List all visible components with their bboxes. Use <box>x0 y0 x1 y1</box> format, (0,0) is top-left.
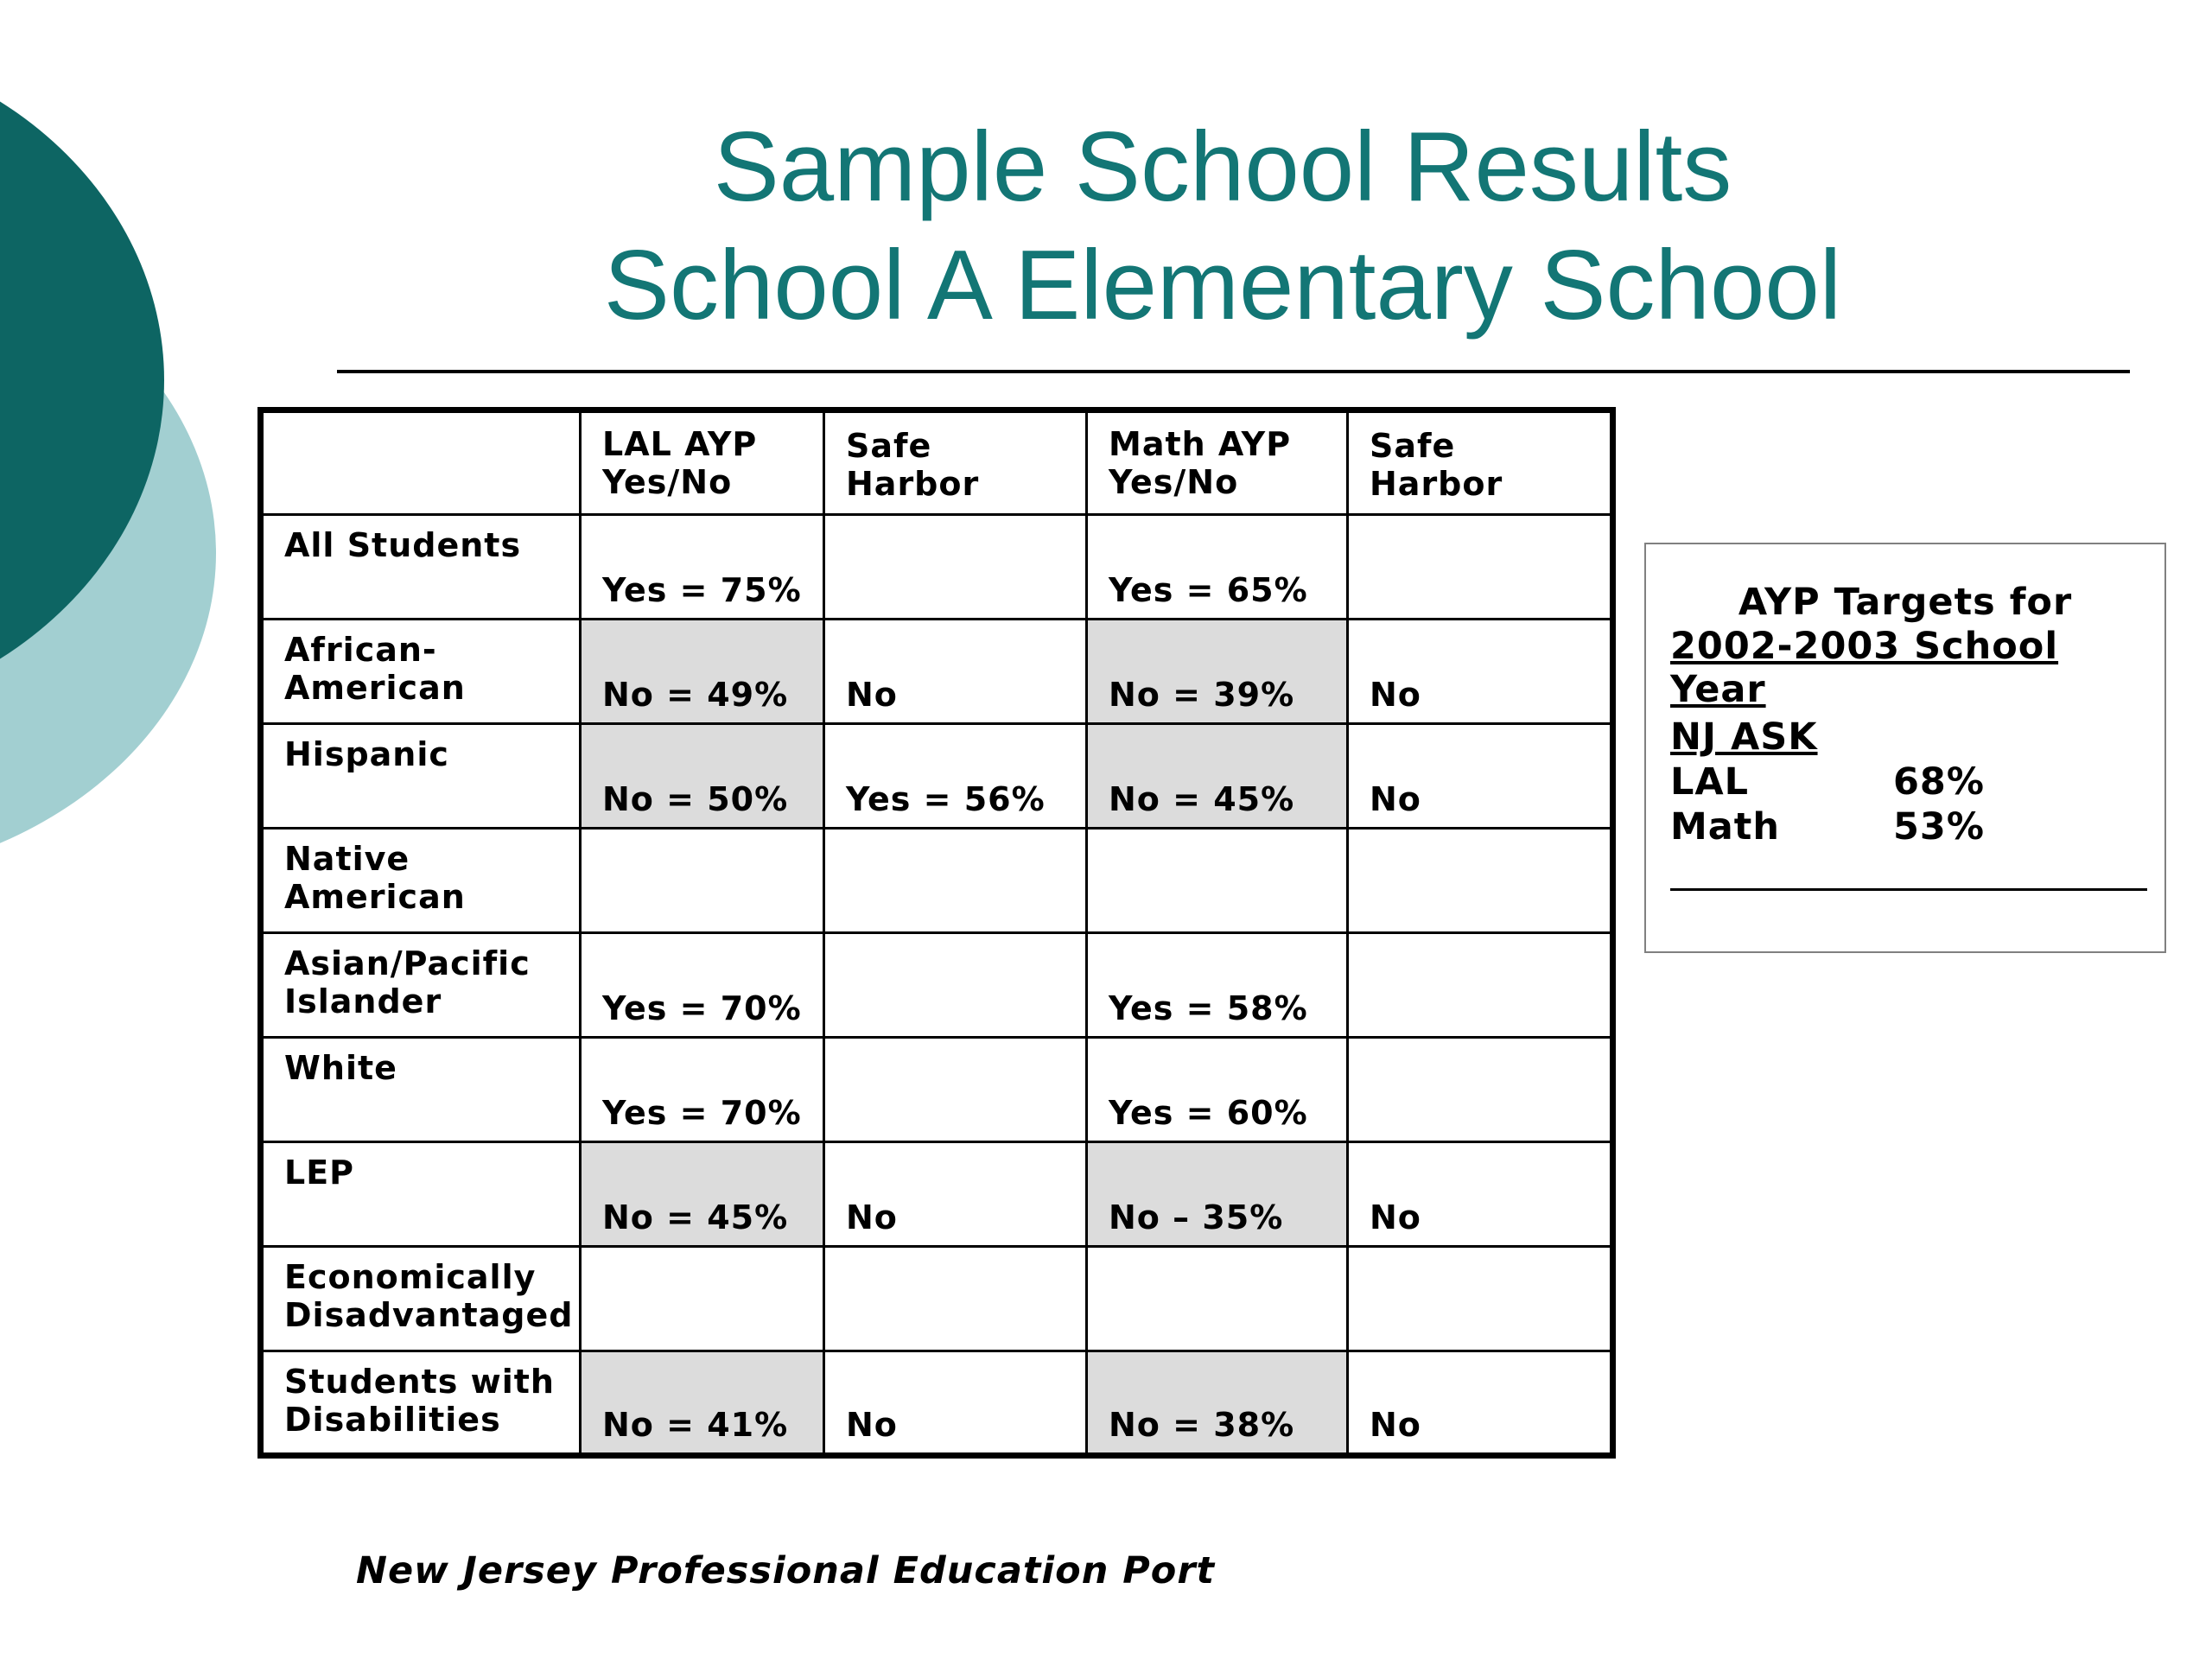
table-row <box>261 620 1613 724</box>
math-ayp-cell: Yes = 65% <box>1087 515 1348 620</box>
lal-safe-harbor-cell: No <box>824 620 1087 724</box>
header-cell-lal-safe-harbor: Safe Harbor <box>824 410 1087 515</box>
results-table <box>257 407 1616 1459</box>
lal-safe-harbor-cell: No <box>824 1142 1087 1247</box>
slide-title <box>328 108 2117 345</box>
title-line-1: Sample School Results <box>713 112 1732 222</box>
targets-heading: AYP Targets for <box>1738 581 2073 624</box>
table-row <box>261 515 1613 620</box>
math-safe-harbor-cell: No <box>1348 1142 1613 1247</box>
title-line-2: School A Elementary School <box>603 231 1842 340</box>
math-ayp-cell: No = 39% <box>1087 620 1348 724</box>
math-safe-harbor-cell <box>1348 515 1613 620</box>
targets-underline <box>1670 888 2147 891</box>
lal-ayp-cell: No = 49% <box>581 620 824 724</box>
math-ayp-cell <box>1087 1247 1348 1351</box>
table-row <box>261 1142 1613 1247</box>
math-safe-harbor-cell <box>1348 1038 1613 1142</box>
math-ayp-cell: No = 38% <box>1087 1351 1348 1456</box>
header-cell-group <box>261 410 581 515</box>
lal-safe-harbor-cell <box>824 829 1087 933</box>
table-row <box>261 724 1613 829</box>
row-group-label: Students with Disabilities <box>261 1351 581 1456</box>
row-group-label: All Students <box>261 515 581 620</box>
lal-safe-harbor-cell <box>824 1247 1087 1351</box>
table-row <box>261 829 1613 933</box>
row-group-label: LEP <box>261 1142 581 1247</box>
title-divider <box>337 370 2130 373</box>
lal-ayp-cell: No = 50% <box>581 724 824 829</box>
row-group-label: Economically Disadvantaged <box>261 1247 581 1351</box>
footer-text: New Jersey Professional Education Port <box>356 1549 1216 1592</box>
math-ayp-cell: No = 45% <box>1087 724 1348 829</box>
lal-safe-harbor-cell <box>824 933 1087 1038</box>
math-safe-harbor-cell <box>1348 829 1613 933</box>
lal-safe-harbor-cell <box>824 1038 1087 1142</box>
lal-ayp-cell: Yes = 70% <box>581 933 824 1038</box>
math-safe-harbor-cell: No <box>1348 724 1613 829</box>
math-ayp-cell: No – 35% <box>1087 1142 1348 1247</box>
target-subject: LAL <box>1670 760 1750 804</box>
math-safe-harbor-cell: No <box>1348 620 1613 724</box>
targets-school-year: 2002-2003 School Year <box>1670 625 2059 711</box>
lal-safe-harbor-cell <box>824 515 1087 620</box>
lal-safe-harbor-cell: No <box>824 1351 1087 1456</box>
lal-ayp-cell <box>581 829 824 933</box>
table-row <box>261 1247 1613 1351</box>
targets-test-name: NJ ASK <box>1670 715 1818 759</box>
row-group-label: White <box>261 1038 581 1142</box>
header-cell-math-ayp: Math AYP Yes/No <box>1087 410 1348 515</box>
lal-ayp-cell: Yes = 70% <box>581 1038 824 1142</box>
row-group-label: Asian/Pacific Islander <box>261 933 581 1038</box>
table-header-row <box>261 410 1613 515</box>
lal-ayp-cell: Yes = 75% <box>581 515 824 620</box>
lal-safe-harbor-cell: Yes = 56% <box>824 724 1087 829</box>
table-row <box>261 1038 1613 1142</box>
target-subject: Math <box>1670 805 1780 849</box>
row-group-label: Hispanic <box>261 724 581 829</box>
table-row <box>261 933 1613 1038</box>
target-value: 53% <box>1893 805 1985 849</box>
lal-ayp-cell <box>581 1247 824 1351</box>
math-ayp-cell: Yes = 60% <box>1087 1038 1348 1142</box>
math-ayp-cell: Yes = 58% <box>1087 933 1348 1038</box>
row-group-label: Native American <box>261 829 581 933</box>
lal-ayp-cell: No = 45% <box>581 1142 824 1247</box>
table-row <box>261 1351 1613 1456</box>
header-cell-math-safe-harbor: Safe Harbor <box>1348 410 1613 515</box>
ayp-targets-box <box>1644 543 2166 953</box>
lal-ayp-cell: No = 41% <box>581 1351 824 1456</box>
math-safe-harbor-cell: No <box>1348 1351 1613 1456</box>
header-cell-lal-ayp: LAL AYP Yes/No <box>581 410 824 515</box>
target-value: 68% <box>1893 760 1985 804</box>
math-ayp-cell <box>1087 829 1348 933</box>
math-safe-harbor-cell <box>1348 1247 1613 1351</box>
math-safe-harbor-cell <box>1348 933 1613 1038</box>
row-group-label: African- American <box>261 620 581 724</box>
